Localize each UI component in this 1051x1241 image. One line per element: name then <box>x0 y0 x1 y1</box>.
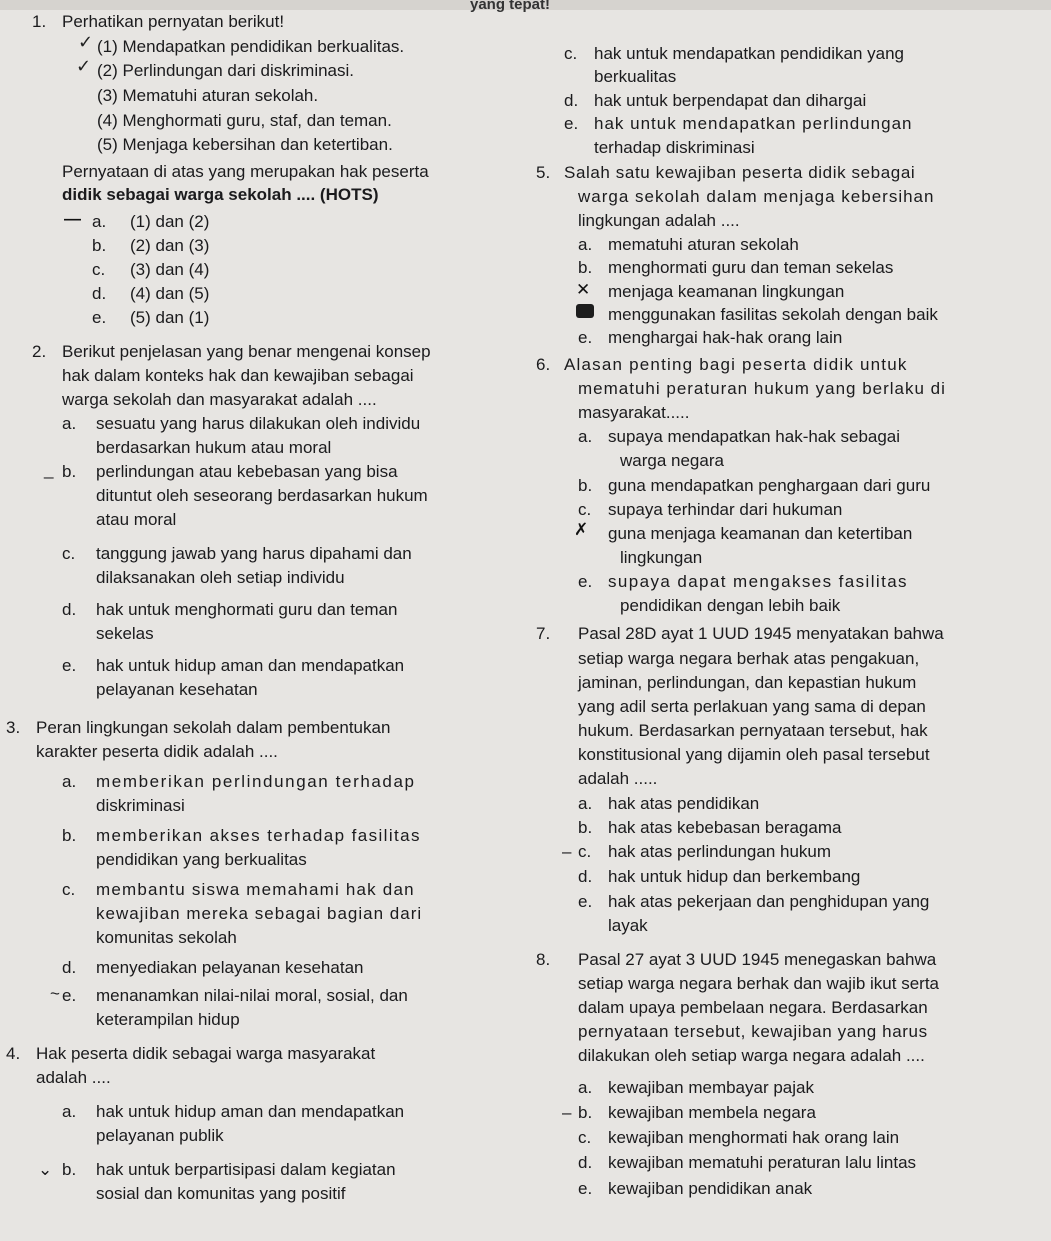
q2-option-a-line-2[interactable]: berdasarkan hukum atau moral <box>96 438 332 457</box>
q8-option-c-letter[interactable]: c. <box>578 1128 592 1147</box>
q1-option-e[interactable]: (5) dan (1) <box>130 308 210 327</box>
q5-option-a[interactable]: mematuhi aturan sekolah <box>608 235 799 254</box>
q6-option-a-line-2[interactable]: warga negara <box>620 451 724 470</box>
q6-option-d-line-1[interactable]: guna menjaga keamanan dan ketertiban <box>608 524 913 543</box>
answer-mark-icon: – <box>562 1103 572 1122</box>
q3-option-a-line-1[interactable]: memberikan perlindungan terhadap <box>96 772 416 791</box>
q2-number: 2. <box>32 342 47 361</box>
q8-option-b-line-1[interactable]: kewajiban membela negara <box>608 1103 816 1122</box>
q3-option-c-line-3[interactable]: komunitas sekolah <box>96 928 237 947</box>
q6-stem-line-2: mematuhi peraturan hukum yang berlaku di <box>578 379 946 398</box>
q4-option-b-letter[interactable]: b. <box>62 1160 77 1179</box>
q7-stem-line-4: yang adil serta perlakuan yang sama di depan <box>578 697 926 716</box>
q7-number: 7. <box>536 624 551 643</box>
q7-stem-line-1: Pasal 28D ayat 1 UUD 1945 menyatakan bahwa <box>578 624 944 643</box>
q2-stem-line-3: warga sekolah dan masyarakat adalah .... <box>62 390 377 409</box>
q3-option-c-line-2[interactable]: kewajiban mereka sebagai bagian dari <box>96 904 423 923</box>
q8-option-a-line-1[interactable]: kewajiban membayar pajak <box>608 1078 814 1097</box>
q1-statement-1: (1) Mendapatkan pendidikan berkualitas. <box>97 37 405 56</box>
q1-statement-4: (4) Menghormati guru, staf, dan teman. <box>97 111 392 130</box>
q1-option-d-right-line-1[interactable]: hak untuk berpendapat dan dihargai <box>594 91 867 110</box>
q8-option-d-letter[interactable]: d. <box>578 1153 593 1172</box>
q6-option-b-line-1[interactable]: guna mendapatkan penghargaan dari guru <box>608 476 931 495</box>
q3-option-b-letter[interactable]: b. <box>62 826 77 845</box>
answer-mark-icon: ✗ <box>574 520 589 539</box>
q2-option-a-line-1[interactable]: sesuatu yang harus dilakukan oleh individu <box>96 414 421 433</box>
q4-stem-line-2: adalah .... <box>36 1068 111 1087</box>
q7-option-a-line-1[interactable]: hak atas pendidikan <box>608 794 760 813</box>
q1-number: 1. <box>32 12 47 31</box>
q3-option-d-letter[interactable]: d. <box>62 958 77 977</box>
q5-stem-line-3: lingkungan adalah .... <box>578 211 740 230</box>
q1-option-a[interactable]: (1) dan (2) <box>130 212 210 231</box>
q8-option-e-line-1[interactable]: kewajiban pendidikan anak <box>608 1179 813 1198</box>
q2-option-d-line-1[interactable]: hak untuk menghormati guru dan teman <box>96 600 398 619</box>
q7-option-e-line-1[interactable]: hak atas pekerjaan dan penghidupan yang <box>608 892 930 911</box>
q5-option-d[interactable]: menggunakan fasilitas sekolah dengan baik <box>608 305 938 324</box>
q2-stem-line-1: Berikut penjelasan yang benar mengenai konsep <box>62 342 431 361</box>
q1-option-d-right-letter[interactable]: d. <box>564 91 579 110</box>
q1-option-c-right-line-2[interactable]: berkualitas <box>594 67 677 86</box>
q1-option-d-letter[interactable]: d. <box>92 284 107 303</box>
q3-number: 3. <box>6 718 21 737</box>
q6-option-c-letter[interactable]: c. <box>578 500 592 519</box>
q8-stem-line-4: pernyataan tersebut, kewajiban yang harus <box>578 1022 928 1041</box>
q7-stem-line-6: konstitusional yang dijamin oleh pasal tersebut <box>578 745 930 764</box>
answer-mark-icon: – <box>562 842 572 861</box>
q7-option-d-line-1[interactable]: hak untuk hidup dan berkembang <box>608 867 861 886</box>
q1-statement-2: (2) Perlindungan dari diskriminasi. <box>97 61 355 80</box>
q2-option-b-line-3[interactable]: atau moral <box>96 510 177 529</box>
q3-option-d-line-1[interactable]: menyediakan pelayanan kesehatan <box>96 958 364 977</box>
q5-option-b-letter[interactable]: b. <box>578 258 593 277</box>
q1-option-c-letter[interactable]: c. <box>92 260 106 279</box>
q1-option-e-right-line-2[interactable]: terhadap diskriminasi <box>594 138 755 157</box>
q6-number: 6. <box>536 355 551 374</box>
checkmark-icon: ✓ <box>76 56 92 76</box>
q5-option-c[interactable]: menjaga keamanan lingkungan <box>608 282 845 301</box>
q2-option-a-letter[interactable]: a. <box>62 414 77 433</box>
q8-stem-line-2: setiap warga negara berhak dan wajib ikut serta <box>578 974 939 993</box>
q8-stem-line-3: dalam upaya pembelaan negara. Berdasarkan <box>578 998 928 1017</box>
q1-statement-5: (5) Menjaga kebersihan dan ketertiban. <box>97 135 393 154</box>
q1-option-d[interactable]: (4) dan (5) <box>130 284 210 303</box>
q5-option-a-letter[interactable]: a. <box>578 235 593 254</box>
q4-option-a-line-1[interactable]: hak untuk hidup aman dan mendapatkan <box>96 1102 405 1121</box>
q3-option-b-line-1[interactable]: memberikan akses terhadap fasilitas <box>96 826 421 845</box>
answer-mark-icon: ✕ <box>576 280 591 299</box>
q2-option-b-line-2[interactable]: dituntut oleh seseorang berdasarkan hukum <box>96 486 428 505</box>
q8-number: 8. <box>536 950 551 969</box>
q3-option-c-letter[interactable]: c. <box>62 880 76 899</box>
q8-option-b-letter[interactable]: b. <box>578 1103 593 1122</box>
q5-stem-line-1: Salah satu kewajiban peserta didik sebagai <box>564 163 916 182</box>
q5-option-e-letter[interactable]: e. <box>578 328 593 347</box>
q7-option-d-letter[interactable]: d. <box>578 867 593 886</box>
q5-option-e[interactable]: menghargai hak-hak orang lain <box>608 328 843 347</box>
q6-option-a-line-1[interactable]: supaya mendapatkan hak-hak sebagai <box>608 427 901 446</box>
q3-option-e-letter[interactable]: e. <box>62 986 77 1005</box>
q5-option-b[interactable]: menghormati guru dan teman sekelas <box>608 258 894 277</box>
q8-option-e-letter[interactable]: e. <box>578 1179 593 1198</box>
q2-stem-line-2: hak dalam konteks hak dan kewajiban sebagai <box>62 366 414 385</box>
q7-option-e-line-2[interactable]: layak <box>608 916 648 935</box>
q7-option-b-line-1[interactable]: hak atas kebebasan beragama <box>608 818 842 837</box>
q3-option-e-line-1[interactable]: menanamkan nilai-nilai moral, sosial, dan <box>96 986 408 1005</box>
q6-option-e-letter[interactable]: e. <box>578 572 593 591</box>
q6-stem-line-1: Alasan penting bagi peserta didik untuk <box>564 355 908 374</box>
q1-option-c-right-line-1[interactable]: hak untuk mendapatkan pendidikan yang <box>594 44 905 63</box>
q6-option-c-line-1[interactable]: supaya terhindar dari hukuman <box>608 500 843 519</box>
q2-option-c-letter[interactable]: c. <box>62 544 76 563</box>
q5-number: 5. <box>536 163 551 182</box>
q1-option-c[interactable]: (3) dan (4) <box>130 260 210 279</box>
q4-option-b-line-2[interactable]: sosial dan komunitas yang positif <box>96 1184 346 1203</box>
q7-option-a-letter[interactable]: a. <box>578 794 593 813</box>
q3-stem-line-1: Peran lingkungan sekolah dalam pembentukan <box>36 718 391 737</box>
q7-option-e-letter[interactable]: e. <box>578 892 593 911</box>
q7-option-c-letter[interactable]: c. <box>578 842 592 861</box>
q1-prompt-line-1: Pernyataan di atas yang merupakan hak peserta <box>62 162 429 181</box>
q2-option-d-letter[interactable]: d. <box>62 600 77 619</box>
q6-option-a-letter[interactable]: a. <box>578 427 593 446</box>
answer-mark-icon: ~ <box>50 984 60 1003</box>
q2-option-e-line-2[interactable]: pelayanan kesehatan <box>96 680 258 699</box>
q7-stem-line-5: hukum. Berdasarkan pernyataan tersebut, hak <box>578 721 928 740</box>
q2-option-b-letter[interactable]: b. <box>62 462 77 481</box>
q2-option-e-letter[interactable]: e. <box>62 656 77 675</box>
q5-stem-line-2: warga sekolah dalam menjaga kebersihan <box>578 187 935 206</box>
q1-option-e-right-letter[interactable]: e. <box>564 114 579 133</box>
q2-option-c-line-2[interactable]: dilaksanakan oleh setiap individu <box>96 568 345 587</box>
header-text: yang tepat! <box>470 0 551 13</box>
q3-option-c-line-1[interactable]: membantu siswa memahami hak dan <box>96 880 415 899</box>
q7-stem-line-3: jaminan, perlindungan, dan kepastian hukum <box>578 673 917 692</box>
q6-option-e-line-1[interactable]: supaya dapat mengakses fasilitas <box>608 572 908 591</box>
checkmark-icon: ✓ <box>78 32 94 52</box>
q3-option-b-line-2[interactable]: pendidikan yang berkualitas <box>96 850 307 869</box>
q8-option-d-line-1[interactable]: kewajiban mematuhi peraturan lalu lintas <box>608 1153 917 1172</box>
q1-option-e-right-line-1[interactable]: hak untuk mendapatkan perlindungan <box>594 114 913 133</box>
q8-option-c-line-1[interactable]: kewajiban menghormati hak orang lain <box>608 1128 900 1147</box>
q6-stem-line-3: masyarakat..... <box>578 403 690 422</box>
q8-stem-line-5: dilakukan oleh setiap warga negara adalah .... <box>578 1046 925 1065</box>
q3-stem-line-2: karakter peserta didik adalah .... <box>36 742 278 761</box>
q7-stem-line-7: adalah ..... <box>578 769 658 788</box>
q6-option-e-line-2[interactable]: pendidikan dengan lebih baik <box>620 596 841 615</box>
q4-option-a-letter[interactable]: a. <box>62 1102 77 1121</box>
q2-option-b-line-1[interactable]: perlindungan atau kebebasan yang bisa <box>96 462 398 481</box>
q7-option-c-line-1[interactable]: hak atas perlindungan hukum <box>608 842 832 861</box>
q8-option-a-letter[interactable]: a. <box>578 1078 593 1097</box>
q1-prompt-line-2: didik sebagai warga sekolah .... (HOTS) <box>62 185 379 204</box>
q2-option-d-line-2[interactable]: sekelas <box>96 624 154 643</box>
q4-option-a-line-2[interactable]: pelayanan publik <box>96 1126 224 1145</box>
q1-option-c-right-letter[interactable]: c. <box>564 44 578 63</box>
q3-option-a-letter[interactable]: a. <box>62 772 77 791</box>
q1-option-b-letter[interactable]: b. <box>92 236 107 255</box>
answer-mark-icon: — <box>64 209 81 228</box>
q6-option-b-letter[interactable]: b. <box>578 476 593 495</box>
q4-number: 4. <box>6 1044 21 1063</box>
q1-option-a-letter[interactable]: a. <box>92 212 107 231</box>
q1-option-b[interactable]: (2) dan (3) <box>130 236 210 255</box>
q6-option-d-line-2[interactable]: lingkungan <box>620 548 703 567</box>
q3-option-a-line-2[interactable]: diskriminasi <box>96 796 185 815</box>
q1-stem: Perhatikan pernyatan berikut! <box>62 12 285 31</box>
q2-option-e-line-1[interactable]: hak untuk hidup aman dan mendapatkan <box>96 656 405 675</box>
q3-option-e-line-2[interactable]: keterampilan hidup <box>96 1010 240 1029</box>
q7-stem-line-2: setiap warga negara berhak atas pengakuan, <box>578 649 920 668</box>
answer-mark-icon: ⌄ <box>38 1160 53 1179</box>
q2-option-c-line-1[interactable]: tanggung jawab yang harus dipahami dan <box>96 544 412 563</box>
q4-stem-line-1: Hak peserta didik sebagai warga masyarakat <box>36 1044 376 1063</box>
q4-option-b-line-1[interactable]: hak untuk berpartisipasi dalam kegiatan <box>96 1160 396 1179</box>
q8-stem-line-1: Pasal 27 ayat 3 UUD 1945 menegaskan bahwa <box>578 950 937 969</box>
answer-mark-icon: _ <box>44 460 54 479</box>
q7-option-b-letter[interactable]: b. <box>578 818 593 837</box>
q1-option-e-letter[interactable]: e. <box>92 308 107 327</box>
q1-statement-3: (3) Mematuhi aturan sekolah. <box>97 86 319 105</box>
